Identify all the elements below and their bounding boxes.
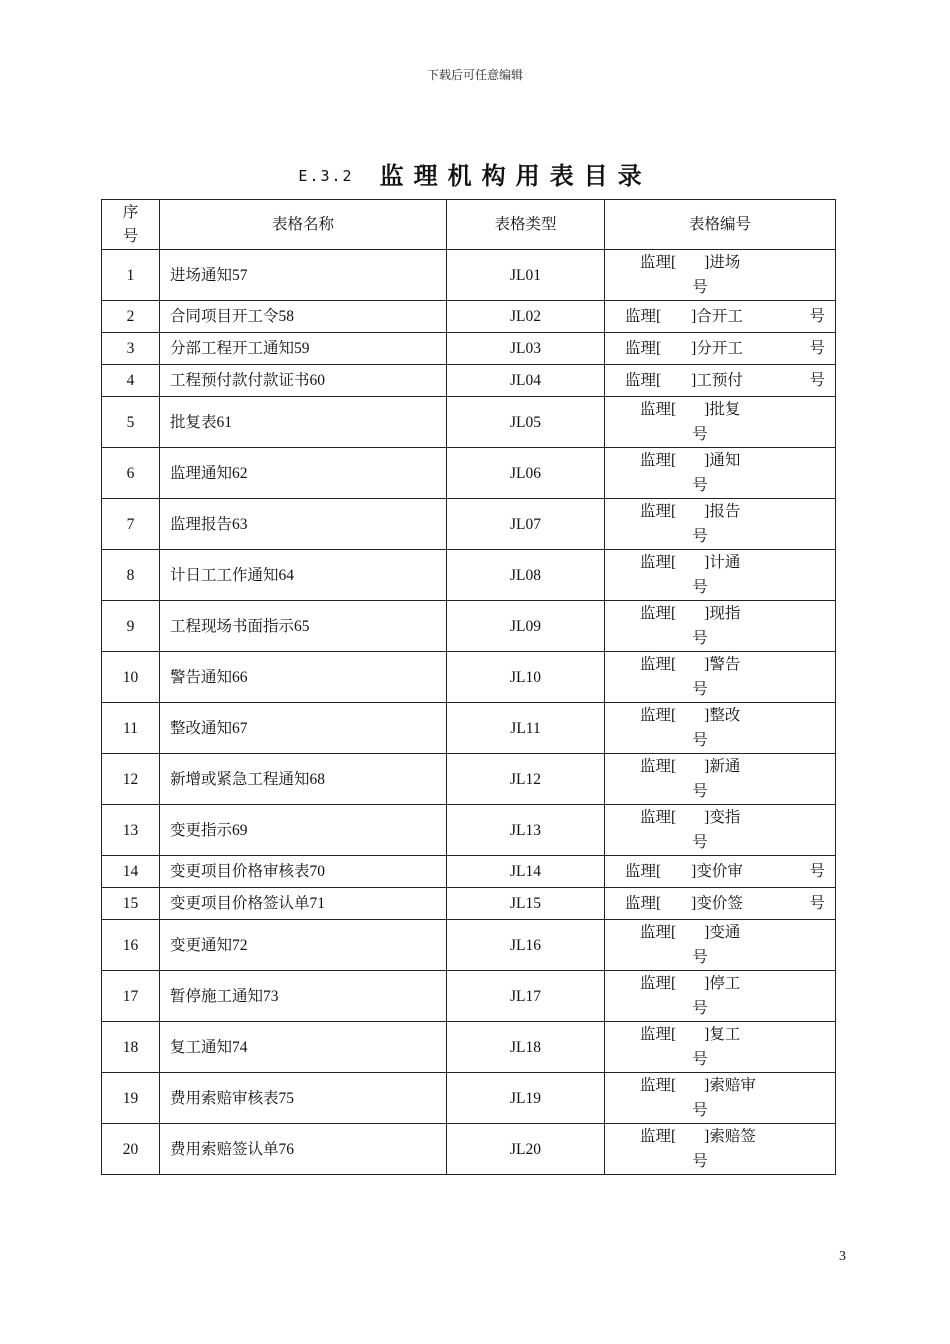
row-number: 6 bbox=[102, 448, 160, 499]
table-row bbox=[102, 888, 836, 920]
page-number: 3 bbox=[839, 1249, 846, 1264]
table-row bbox=[102, 301, 836, 333]
code-prefix: 监理[ bbox=[640, 254, 677, 271]
code-prefix: 监理[ bbox=[625, 340, 662, 357]
header-name: 表格名称 bbox=[160, 200, 447, 250]
code-suffix: ]停工 bbox=[704, 975, 741, 992]
table-row bbox=[102, 333, 836, 365]
row-number: 11 bbox=[102, 703, 160, 754]
table-row bbox=[102, 652, 836, 703]
code-prefix: 监理[ bbox=[625, 863, 662, 880]
code-suffix: ]整改 bbox=[704, 707, 741, 724]
code-suffix: ]进场 bbox=[704, 254, 741, 271]
form-code-cell bbox=[605, 448, 836, 499]
form-code bbox=[640, 703, 800, 753]
table-row bbox=[102, 971, 836, 1022]
form-name: 暂停施工通知73 bbox=[160, 971, 447, 1022]
form-code bbox=[640, 971, 800, 1021]
section-code: E.3.2 bbox=[298, 167, 354, 185]
code-suffix: ]变指 bbox=[704, 809, 741, 826]
code-prefix: 监理[ bbox=[640, 975, 677, 992]
form-code bbox=[605, 859, 835, 884]
form-code-cell bbox=[605, 652, 836, 703]
code-end: 号 bbox=[692, 279, 708, 296]
form-name: 新增或紧急工程通知68 bbox=[160, 754, 447, 805]
header-no-label: 序号 bbox=[122, 203, 139, 245]
row-number: 14 bbox=[102, 856, 160, 888]
row-number: 18 bbox=[102, 1022, 160, 1073]
code-prefix: 监理[ bbox=[640, 1077, 677, 1094]
code-prefix: 监理[ bbox=[640, 401, 677, 418]
form-catalog-table bbox=[101, 199, 836, 1175]
form-type: JL18 bbox=[447, 1022, 605, 1073]
form-code bbox=[605, 304, 835, 329]
row-number: 3 bbox=[102, 333, 160, 365]
form-name: 分部工程开工通知59 bbox=[160, 333, 447, 365]
code-suffix: ]索赔审 bbox=[704, 1077, 756, 1094]
form-code bbox=[605, 368, 835, 393]
row-number: 8 bbox=[102, 550, 160, 601]
code-end: 号 bbox=[809, 895, 825, 912]
header-note: 下载后可任意编辑 bbox=[426, 68, 523, 82]
form-code bbox=[640, 550, 800, 600]
form-name: 整改通知67 bbox=[160, 703, 447, 754]
row-number: 5 bbox=[102, 397, 160, 448]
table-row bbox=[102, 920, 836, 971]
row-number: 1 bbox=[102, 250, 160, 301]
header-code: 表格编号 bbox=[605, 200, 836, 250]
code-suffix: ]批复 bbox=[704, 401, 741, 418]
code-suffix: ]计通 bbox=[704, 554, 741, 571]
table-row bbox=[102, 250, 836, 301]
form-type: JL08 bbox=[447, 550, 605, 601]
form-code-cell bbox=[605, 703, 836, 754]
form-name: 变更通知72 bbox=[160, 920, 447, 971]
form-type: JL03 bbox=[447, 333, 605, 365]
table-row bbox=[102, 805, 836, 856]
code-prefix: 监理[ bbox=[640, 758, 677, 775]
code-prefix: 监理[ bbox=[640, 452, 677, 469]
code-end: 号 bbox=[692, 732, 708, 749]
table-row bbox=[102, 1022, 836, 1073]
form-code-cell bbox=[605, 805, 836, 856]
code-end: 号 bbox=[809, 340, 825, 357]
row-number: 13 bbox=[102, 805, 160, 856]
form-code bbox=[640, 652, 800, 702]
form-name: 费用索赔签认单76 bbox=[160, 1124, 447, 1175]
row-number: 17 bbox=[102, 971, 160, 1022]
code-end: 号 bbox=[692, 1102, 708, 1119]
form-type: JL13 bbox=[447, 805, 605, 856]
code-prefix: 监理[ bbox=[640, 809, 677, 826]
form-code-cell bbox=[605, 301, 836, 333]
form-name: 进场通知57 bbox=[160, 250, 447, 301]
code-prefix: 监理[ bbox=[640, 707, 677, 724]
code-prefix: 监理[ bbox=[640, 605, 677, 622]
form-code-cell bbox=[605, 754, 836, 805]
table-row bbox=[102, 1124, 836, 1175]
row-number: 12 bbox=[102, 754, 160, 805]
table-row bbox=[102, 754, 836, 805]
form-code bbox=[640, 1073, 800, 1123]
table-row bbox=[102, 397, 836, 448]
form-name: 费用索赔审核表75 bbox=[160, 1073, 447, 1124]
code-prefix: 监理[ bbox=[625, 308, 662, 325]
form-type: JL16 bbox=[447, 920, 605, 971]
form-name: 工程现场书面指示65 bbox=[160, 601, 447, 652]
row-number: 15 bbox=[102, 888, 160, 920]
form-code bbox=[605, 336, 835, 361]
code-prefix: 监理[ bbox=[640, 924, 677, 941]
form-type: JL10 bbox=[447, 652, 605, 703]
code-suffix: ]变通 bbox=[704, 924, 741, 941]
form-type: JL02 bbox=[447, 301, 605, 333]
form-name: 变更项目价格审核表70 bbox=[160, 856, 447, 888]
form-type: JL01 bbox=[447, 250, 605, 301]
form-code-cell bbox=[605, 888, 836, 920]
code-end: 号 bbox=[692, 1153, 708, 1170]
code-suffix: ]新通 bbox=[704, 758, 741, 775]
form-type: JL12 bbox=[447, 754, 605, 805]
table-row bbox=[102, 703, 836, 754]
table-row bbox=[102, 1073, 836, 1124]
form-code bbox=[640, 601, 800, 651]
code-end: 号 bbox=[692, 681, 708, 698]
form-code-cell bbox=[605, 1073, 836, 1124]
code-end: 号 bbox=[809, 308, 825, 325]
code-end: 号 bbox=[692, 426, 708, 443]
form-type: JL17 bbox=[447, 971, 605, 1022]
form-name: 复工通知74 bbox=[160, 1022, 447, 1073]
code-prefix: 监理[ bbox=[625, 372, 662, 389]
form-name: 工程预付款付款证书60 bbox=[160, 365, 447, 397]
form-code bbox=[640, 754, 800, 804]
code-prefix: 监理[ bbox=[640, 656, 677, 673]
form-type: JL06 bbox=[447, 448, 605, 499]
code-suffix: ]合开工 bbox=[691, 308, 743, 325]
table-row bbox=[102, 856, 836, 888]
code-suffix: ]工预付 bbox=[691, 372, 743, 389]
code-suffix: ]报告 bbox=[704, 503, 741, 520]
row-number: 20 bbox=[102, 1124, 160, 1175]
form-code bbox=[640, 920, 800, 970]
form-type: JL15 bbox=[447, 888, 605, 920]
form-code-cell bbox=[605, 920, 836, 971]
row-number: 19 bbox=[102, 1073, 160, 1124]
row-number: 9 bbox=[102, 601, 160, 652]
form-name: 监理通知62 bbox=[160, 448, 447, 499]
table-row bbox=[102, 601, 836, 652]
table-row bbox=[102, 365, 836, 397]
code-end: 号 bbox=[692, 528, 708, 545]
table-row bbox=[102, 499, 836, 550]
form-code-cell bbox=[605, 365, 836, 397]
code-end: 号 bbox=[692, 579, 708, 596]
form-code-cell bbox=[605, 856, 836, 888]
row-number: 7 bbox=[102, 499, 160, 550]
code-end: 号 bbox=[692, 477, 708, 494]
row-number: 16 bbox=[102, 920, 160, 971]
form-name: 计日工工作通知64 bbox=[160, 550, 447, 601]
table-row bbox=[102, 448, 836, 499]
table-header-row bbox=[102, 200, 836, 250]
form-code-cell bbox=[605, 601, 836, 652]
code-end: 号 bbox=[692, 783, 708, 800]
code-end: 号 bbox=[809, 372, 825, 389]
code-prefix: 监理[ bbox=[625, 895, 662, 912]
code-prefix: 监理[ bbox=[640, 1026, 677, 1043]
code-suffix: ]警告 bbox=[704, 656, 741, 673]
table-row bbox=[102, 550, 836, 601]
section-title: 监理机构用表目录 bbox=[379, 162, 652, 190]
row-number: 2 bbox=[102, 301, 160, 333]
form-type: JL11 bbox=[447, 703, 605, 754]
form-code bbox=[640, 499, 800, 549]
form-name: 批复表61 bbox=[160, 397, 447, 448]
form-code bbox=[640, 1022, 800, 1072]
form-type: JL05 bbox=[447, 397, 605, 448]
form-type: JL07 bbox=[447, 499, 605, 550]
form-code-cell bbox=[605, 250, 836, 301]
row-number: 4 bbox=[102, 365, 160, 397]
code-end: 号 bbox=[692, 949, 708, 966]
code-suffix: ]复工 bbox=[704, 1026, 741, 1043]
code-end: 号 bbox=[692, 1051, 708, 1068]
code-end: 号 bbox=[692, 834, 708, 851]
form-code-cell bbox=[605, 1022, 836, 1073]
header-type: 表格类型 bbox=[447, 200, 605, 250]
form-code-cell bbox=[605, 499, 836, 550]
code-prefix: 监理[ bbox=[640, 503, 677, 520]
code-end: 号 bbox=[692, 1000, 708, 1017]
form-type: JL04 bbox=[447, 365, 605, 397]
code-suffix: ]索赔签 bbox=[704, 1128, 756, 1145]
header-no bbox=[102, 200, 160, 250]
page-title bbox=[0, 156, 950, 191]
code-suffix: ]变价审 bbox=[691, 863, 743, 880]
form-code-cell bbox=[605, 1124, 836, 1175]
form-code-cell bbox=[605, 971, 836, 1022]
code-end: 号 bbox=[692, 630, 708, 647]
code-suffix: ]分开工 bbox=[691, 340, 743, 357]
form-name: 变更指示69 bbox=[160, 805, 447, 856]
form-code bbox=[640, 448, 800, 498]
code-suffix: ]通知 bbox=[704, 452, 741, 469]
form-code bbox=[640, 250, 800, 300]
form-type: JL09 bbox=[447, 601, 605, 652]
code-prefix: 监理[ bbox=[640, 554, 677, 571]
form-type: JL14 bbox=[447, 856, 605, 888]
code-suffix: ]现指 bbox=[704, 605, 741, 622]
form-name: 合同项目开工令58 bbox=[160, 301, 447, 333]
form-type: JL20 bbox=[447, 1124, 605, 1175]
form-name: 变更项目价格签认单71 bbox=[160, 888, 447, 920]
form-code bbox=[640, 397, 800, 447]
code-prefix: 监理[ bbox=[640, 1128, 677, 1145]
form-name: 监理报告63 bbox=[160, 499, 447, 550]
form-code bbox=[640, 1124, 800, 1174]
row-number: 10 bbox=[102, 652, 160, 703]
code-suffix: ]变价签 bbox=[691, 895, 743, 912]
form-code bbox=[640, 805, 800, 855]
form-name: 警告通知66 bbox=[160, 652, 447, 703]
form-code bbox=[605, 891, 835, 916]
form-code-cell bbox=[605, 397, 836, 448]
form-type: JL19 bbox=[447, 1073, 605, 1124]
form-code-cell bbox=[605, 550, 836, 601]
form-code-cell bbox=[605, 333, 836, 365]
code-end: 号 bbox=[809, 863, 825, 880]
